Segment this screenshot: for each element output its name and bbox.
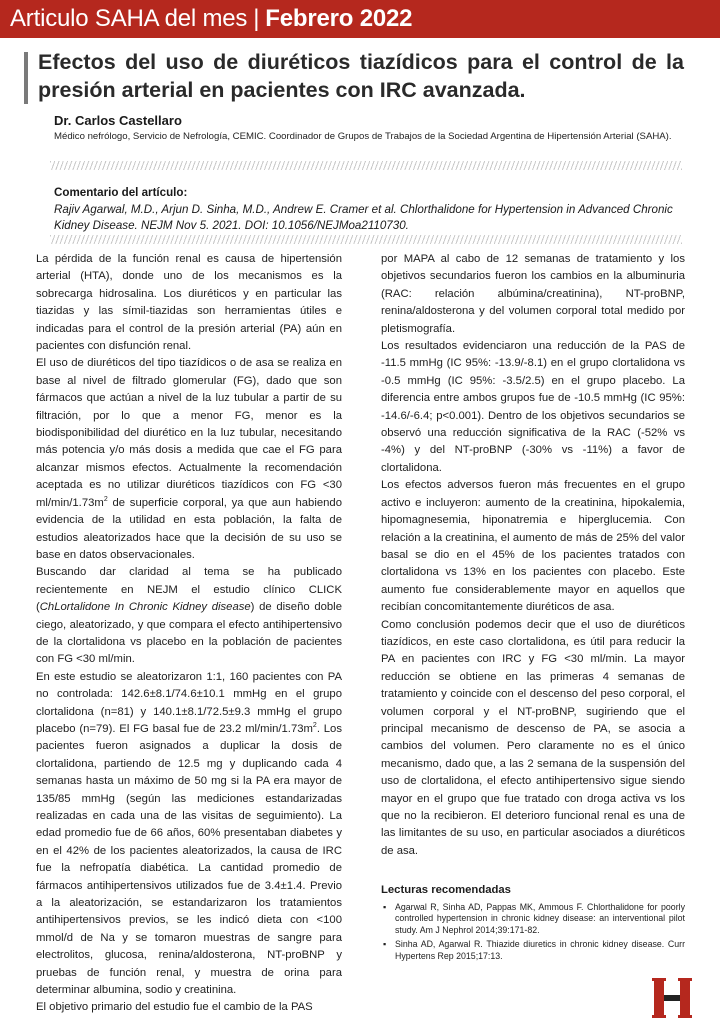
body-column-right	[381, 251, 685, 965]
text-span: . Los pacientes fueron asignados a duplicar la dosis de clortalidona, partiendo de 12.5 mg y duplicando cada 4 semanas hasta un máximo de 50 mg si la PA era mayor de 135/85 mmHg (según las mediciones estandarizadas realizadas en cada una de las visitas de seguimiento). La edad promedio fue de 66 años, 60% presentaban diabetes y en el 42% de los pacientes aleatorizados, la causa de IRC fue la nefropatía diabética. La cantidad promedio de fármacos antihipertensivos utilizados fue de 3.4±1.4. Previo a la aleatorización, se estandarizaron los tratamientos antihipertensivos previos, se les indicó dieta con <100 mmol/d de Na y se tomaron muestras de sangre para electrolitos, glucosa, renina/aldosterona, NT-proBNP y pruebas de función renal, y muestra de orina para determinar albumina, sodio y creatinina.	[36, 722, 342, 997]
author-name: Dr. Carlos Castellaro	[54, 113, 182, 128]
banner-title	[0, 5, 412, 33]
paragraph: La pérdida de la función renal es causa de hipertensión arterial (HTA), donde uno de los mecanismos es la sobrecarga hidrosalina. Los diuréticos y en particular las tiazidas y las símil-tiazidas son herramientas útiles e indicadas para el control de la presión arterial (PA) aún en pacientes con disfunción renal.	[36, 253, 342, 353]
study-acronym-italic: ChLortalidone In Chronic Kidney disease	[39, 601, 251, 614]
text-span: Buscando dar claridad al tema se ha publicado recientemente en NEJM el estudio clínico CLICK (	[36, 566, 342, 614]
text-span: El uso de diuréticos del tipo tiazídicos o de asa se realiza en base al nivel de filtrado glomerular (FG), dado que son fármacos que actúan a nivel de la luz tubular a partir de su filtración, por lo que a menor FG, menor es la biodisponibilidad del diurético en la luz tubular, necesitando más potencia y/o más dosis a medida que cae el FG para alcanzar mismos efectos. Actualmente la recomendación aceptada es no utilizar diuréticos tiazídicos con FG <30 ml/min/1.73m	[36, 357, 342, 509]
reference-item: ▪ Sinha AD, Agarwal R. Thiazide diuretics in chronic kidney disease. Curr Hypertens Rep 2015;17:13.	[381, 939, 685, 963]
paragraph	[36, 564, 342, 668]
paragraph	[36, 355, 342, 564]
superscript: 2	[312, 722, 317, 730]
paragraph: por MAPA al cabo de 12 semanas de tratamiento y los objetivos secundarios fueron los cambios en la albuminuria (RAC: relación albúmina/creatinina), NT-proBNP, renina/aldosterona y del volumen corporal total medido por pletismografía.	[381, 253, 685, 335]
text-span: ) de diseño doble ciego, aleatorizado, y que compara el efecto antihipertensivo de la clortalidona vs placebo en la población de pacientes con FG <30 ml/min.	[36, 601, 342, 666]
banner-separator: |	[253, 5, 260, 32]
logo-serif	[678, 978, 692, 981]
body-column-left	[36, 251, 342, 1017]
banner-date: Febrero 2022	[265, 5, 413, 32]
superscript: 2	[103, 495, 108, 503]
text-span: En este estudio se aleatorizaron 1:1, 160 pacientes con PA no controlada: 142.6±8.1/74.6±10.1 mmHg en el grupo clortalidona (n=81) y 140.1±8.1/72.5±9.3 mmHg el grupo placebo (n=79). El FG basal fue de 23.2 ml/min/1.73m	[36, 670, 342, 735]
banner-section: Articulo SAHA del mes	[10, 5, 248, 32]
hatched-divider-top	[50, 161, 682, 170]
saha-logo-icon	[652, 976, 692, 1020]
logo-serif	[652, 1015, 666, 1018]
author-affiliation: Médico nefrólogo, Servicio de Nefrología, CEMIC. Coordinador de Grupos de Trabajos de la Sociedad Argentina de Hipertensión Arterial (SAHA).	[54, 131, 672, 142]
paragraph: Los efectos adversos fueron más frecuentes en el grupo activo e incluyeron: aumento de la creatinina, hipokalemia, hipomagnesemia, hiponatremia e hiperglucemia. Con relación a la creatinina, el aumento de más de 25% del valor basal se dio en el 45% de los pacientes tratados con clortalidona vs 13% en los pacientes con placebo. Este aumento fue considerablemente mayor en aquellos que recibían concomitantemente diuréticos de asa.	[381, 479, 685, 614]
paragraph	[36, 669, 342, 1000]
title-accent-bar	[24, 52, 28, 104]
article-title: Efectos del uso de diuréticos tiazídicos para el control de la presión arterial en pacientes con IRC avanzada.	[38, 50, 684, 102]
hatched-divider-bottom	[50, 235, 682, 244]
article-title-block	[38, 48, 684, 104]
logo-serif	[678, 1015, 692, 1018]
article-citation: Rajiv Agarwal, M.D., Arjun D. Sinha, M.D., Andrew E. Cramer et al. Chlorthalidone for Hypertension in Advanced Chronic Kidney Disease. NEJM Nov 5. 2021. DOI: 10.1056/NEJMoa2110730.	[54, 203, 673, 232]
references-heading: Lecturas recomendadas	[381, 884, 511, 897]
paragraph: Los resultados evidenciaron una reducción de la PAS de -11.5 mmHg (IC 95%: -13.9/-8.1) en el grupo clortalidona vs -0.5 mmHg (IC 95%: -3.5/2.5) en el grupo placebo. La diferencia entre ambos grupos fue de -10.5 mmHg (IC 95%: -14.6/-6.4; p<0.001). Dentro de los objetivos secundarios se observó una reducción significativa de la RAC (-52% vs -4%) y del NT-proBNP (-30% vs -11%) a favor de clortalidona.	[381, 340, 685, 474]
header-banner	[0, 0, 720, 38]
logo-right-stem	[680, 978, 690, 1018]
comment-label: Comentario del artículo:	[54, 186, 188, 199]
logo-left-stem	[654, 978, 664, 1018]
paragraph: Como conclusión podemos decir que el uso de diuréticos tiazídicos, en este caso clortalidona, es útil para reducir la PA en pacientes con IRC y FG <30 ml/min. La mayor reducción se obtiene en las primeras 4 semanas de tratamiento y coincide con el descenso del peso corporal, el volumen corporal y el NT-proBNP, sugiriendo que el principal mecanismo de descenso de PA, se asocia a cambios del volumen. Pero claramente no es el único mecanismo, dado que, a las 2 semana de la suspensión del uso de clortalidona, el efecto antihipertensivo sigue siendo mayor en el grupo que fue tratado con droga activa vs los que no la recibieron. El deterioro funcional renal es una de las limitantes de su uso, en particular asociados a diuréticos de asa.	[381, 618, 685, 857]
text-span: de superficie corporal, ya que aun habiendo evidencia de la utilidad en esta población, la falta de estudios aleatorizados hace que la decisión de su uso se base en datos observacionales.	[36, 496, 342, 561]
references-list	[381, 902, 685, 963]
logo-crossbar	[664, 995, 680, 1001]
paragraph: El objetivo primario del estudio fue el cambio de la PAS	[36, 1001, 313, 1014]
logo-serif	[652, 978, 666, 981]
reference-item: ▪ Agarwal R, Sinha AD, Pappas MK, Ammous F. Chlorthalidone for poorly controlled hypertension in chronic kidney disease: an interventional pilot study. Am J Nephrol 2014;39:171-82.	[381, 902, 685, 937]
